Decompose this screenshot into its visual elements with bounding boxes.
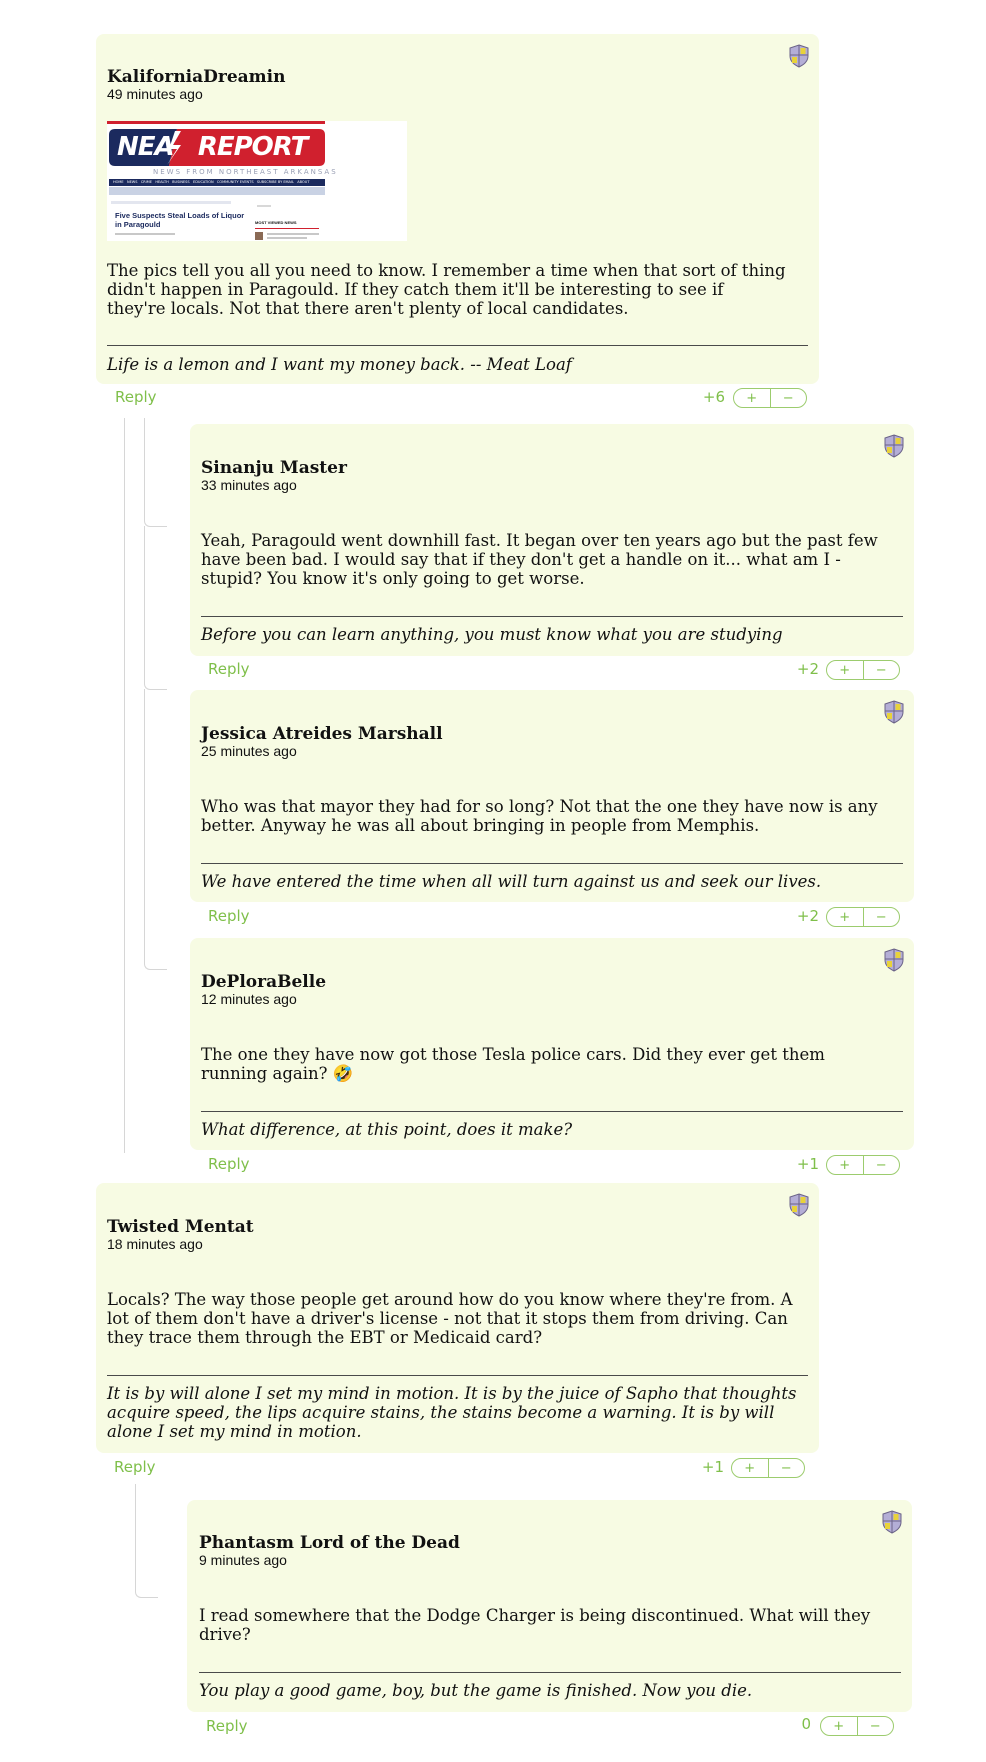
comment-timestamp: 12 minutes ago — [201, 991, 297, 1007]
thumbnail-nav: HOME NEWS CRIME HEALTH BUSINESS EDUCATION COMMUNITY EVENTS SUBSCRIBE BY EMAIL ABOUT — [113, 180, 310, 184]
comment-signature: You play a good game, boy, but the game is finished. Now you die. — [199, 1681, 753, 1700]
upvote-button[interactable]: + — [746, 390, 758, 406]
vote-controls — [826, 660, 900, 680]
reply-button[interactable]: Reply — [208, 907, 250, 925]
thread-connector — [144, 526, 167, 690]
downvote-button[interactable]: − — [863, 661, 900, 679]
thumbnail-headline: Five Suspects Steal Loads of Liquor in Paragould — [115, 211, 245, 229]
reply-button[interactable]: Reply — [208, 660, 250, 678]
comment-body: Yeah, Paragould went downhill fast. It began over ten years ago but the past few have been bad. I would say that if they don't get a handle on it... what am I - stupid? You know it's only going to get worse. — [201, 531, 878, 588]
comment-timestamp: 18 minutes ago — [107, 1236, 203, 1252]
vote-controls — [820, 1716, 894, 1736]
comment-timestamp: 33 minutes ago — [201, 477, 297, 493]
comment-card — [190, 938, 914, 1150]
shield-icon — [884, 948, 904, 972]
shield-icon — [884, 700, 904, 724]
signature-divider — [199, 1672, 901, 1673]
reply-button[interactable]: Reply — [208, 1155, 250, 1173]
comment-timestamp: 9 minutes ago — [199, 1552, 287, 1568]
signature-divider — [201, 616, 903, 617]
reply-button[interactable]: Reply — [115, 388, 157, 406]
reply-button[interactable]: Reply — [114, 1458, 156, 1476]
vote-score: +2 — [796, 660, 819, 678]
comment-body: The pics tell you all you need to know. I remember a time when that sort of thing didn't happen in Paragould. If they catch them it'll be interesting to see if they're locals. Not that there aren't plenty of local candidates. — [107, 261, 786, 318]
upvote-button[interactable]: + — [839, 662, 851, 678]
signature-divider — [201, 863, 903, 864]
shield-icon — [789, 44, 809, 68]
vote-score: 0 — [801, 1715, 811, 1733]
comment-signature: Life is a lemon and I want my money back. -- Meat Loaf — [107, 355, 572, 374]
comment-timestamp: 49 minutes ago — [107, 86, 203, 102]
comment-body: Locals? The way those people get around how do you know where they're from. A lot of them don't have a driver's license - not that it stops them from driving. Can they trace them through the EBT or Medicaid card? — [107, 1290, 793, 1347]
comment-username[interactable]: Jessica Atreides Marshall — [201, 724, 443, 744]
comment-username[interactable]: KaliforniaDreamin — [107, 67, 286, 87]
signature-divider — [107, 1375, 808, 1376]
downvote-button[interactable]: − — [768, 1459, 805, 1477]
comment-signature: Before you can learn anything, you must know what you are studying — [201, 625, 783, 644]
thread-connector — [135, 1484, 158, 1598]
comment-signature: We have entered the time when all will turn against us and seek our lives. — [201, 872, 822, 891]
reply-button[interactable]: Reply — [206, 1717, 248, 1735]
comment-username[interactable]: Phantasm Lord of the Dead — [199, 1533, 460, 1553]
comment-body: The one they have now got those Tesla police cars. Did they ever get them running again? 🤣 — [201, 1045, 825, 1083]
comment-signature: What difference, at this point, does it make? — [201, 1120, 573, 1139]
thread-connector — [144, 418, 167, 527]
signature-divider — [107, 345, 808, 346]
vote-controls — [826, 907, 900, 927]
vote-score: +1 — [796, 1155, 819, 1173]
signature-divider — [201, 1111, 903, 1112]
comment-username[interactable]: Twisted Mentat — [107, 1217, 254, 1237]
comment-signature: It is by will alone I set my mind in motion. It is by the juice of Sapho that thoughts acquire speed, the lips acquire stains, the stains become a warning. It is by will alone I set my mind in motion. — [107, 1384, 797, 1441]
comment-body: I read somewhere that the Dodge Charger is being discontinued. What will they drive? — [199, 1606, 871, 1644]
comment-timestamp: 25 minutes ago — [201, 743, 297, 759]
vote-score: +1 — [701, 1458, 724, 1476]
shield-icon — [882, 1510, 902, 1534]
upvote-button[interactable]: + — [839, 909, 851, 925]
upvote-button[interactable]: + — [833, 1718, 845, 1734]
comment-username[interactable]: Sinanju Master — [201, 458, 347, 478]
thread-connector — [144, 689, 167, 970]
vote-score: +6 — [702, 388, 725, 406]
thread-line — [124, 418, 125, 1153]
downvote-button[interactable]: − — [863, 908, 900, 926]
shield-icon — [789, 1193, 809, 1217]
downvote-button[interactable]: − — [863, 1156, 900, 1174]
vote-controls — [731, 1458, 805, 1478]
thumbnail-logo: NEA REPORT — [117, 132, 308, 162]
vote-controls — [733, 388, 807, 408]
comment-body: Who was that mayor they had for so long? Not that the one they have now is any better. Anyway he was all about bringing in people from Memphis. — [201, 797, 878, 835]
upvote-button[interactable]: + — [839, 1157, 851, 1173]
upvote-button[interactable]: + — [744, 1460, 756, 1476]
article-thumbnail[interactable] — [107, 121, 407, 241]
thumbnail-sidebar-title: MOST VIEWED NEWS — [255, 220, 297, 225]
shield-icon — [884, 434, 904, 458]
downvote-button[interactable]: − — [770, 389, 807, 407]
comment-card — [190, 690, 914, 902]
vote-controls — [826, 1155, 900, 1175]
downvote-button[interactable]: − — [857, 1717, 894, 1735]
thumbnail-tagline: NEWS FROM NORTHEAST ARKANSAS — [153, 168, 338, 176]
comment-username[interactable]: DePloraBelle — [201, 972, 327, 992]
vote-score: +2 — [796, 907, 819, 925]
